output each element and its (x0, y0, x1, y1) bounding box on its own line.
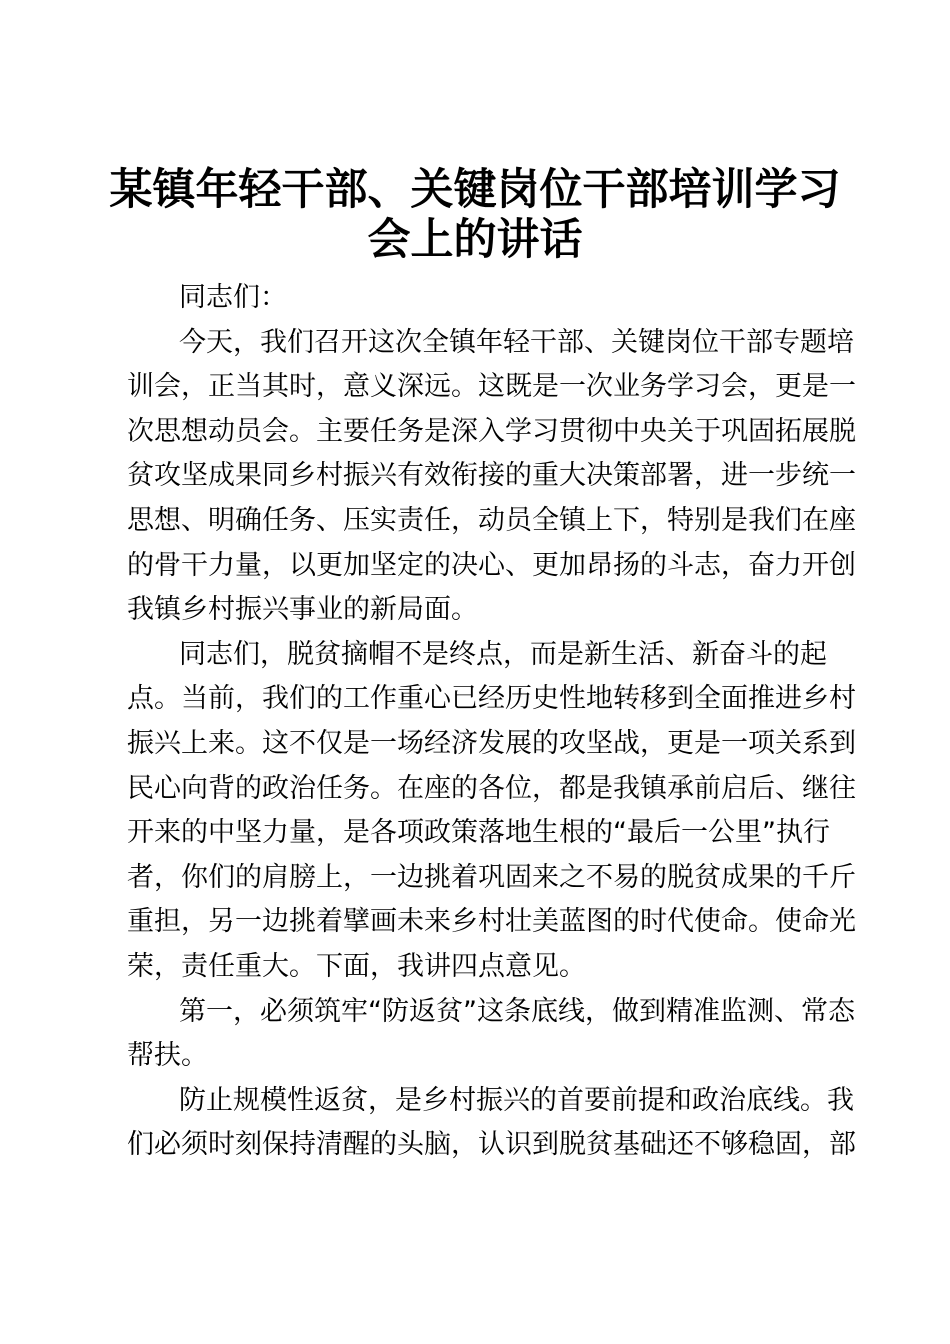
paragraph-line: 同志们，脱贫摘帽不是终点，而是新生活、新奋斗的起 (179, 638, 827, 670)
paragraph-line: 训会，正当其时，意义深远。这既是一次业务学习会，更是一 (127, 371, 856, 403)
paragraph-line: 我镇乡村振兴事业的新局面。 (127, 594, 478, 626)
salutation: 同志们： (179, 282, 287, 313)
document-title (100, 165, 850, 265)
paragraph-line: 防止规模性返贫，是乡村振兴的首要前提和政治底线。我 (179, 1084, 854, 1116)
title-line-1: 某镇年轻干部、关键岗位干部培训学习 (109, 165, 841, 215)
paragraph-line: 振兴上来。这不仅是一场经济发展的攻坚战，更是一项关系到 (127, 727, 856, 759)
title-line-2: 会上的讲话 (367, 215, 583, 265)
paragraph-line: 者，你们的肩膀上，一边挑着巩固来之不易的脱贫成果的千斤 (127, 861, 856, 893)
paragraph-line: 们必须时刻保持清醒的头脑，认识到脱贫基础还不够稳固，部 (127, 1129, 856, 1161)
paragraph-line: 次思想动员会。主要任务是深入学习贯彻中央关于巩固拓展脱 (127, 415, 856, 447)
document-body (127, 276, 856, 1168)
section-heading-line: 帮扶。 (127, 1040, 208, 1072)
paragraph-line: 思想、明确任务、压实责任，动员全镇上下，特别是我们在座 (127, 504, 856, 536)
paragraph-line: 今天，我们召开这次全镇年轻干部、关键岗位干部专题培 (179, 326, 854, 358)
paragraph-line: 荣，责任重大。下面，我讲四点意见。 (127, 950, 586, 982)
paragraph-line: 开来的中坚力量，是各项政策落地生根的“最后一公里”执行 (127, 817, 830, 849)
paragraph-line: 的骨干力量，以更加坚定的决心、更加昂扬的斗志，奋力开创 (127, 549, 856, 581)
paragraph-line: 点。当前，我们的工作重心已经历史性地转移到全面推进乡村 (127, 683, 856, 715)
paragraph-line: 重担，另一边挑着擘画未来乡村壮美蓝图的时代使命。使命光 (127, 906, 856, 938)
section-heading-line: 第一，必须筑牢“防返贫”这条底线，做到精准监测、常态 (179, 995, 855, 1027)
paragraph-line: 贫攻坚成果同乡村振兴有效衔接的重大决策部署，进一步统一 (127, 460, 856, 492)
paragraph-line: 民心向背的政治任务。在座的各位，都是我镇承前启后、继往 (127, 772, 856, 804)
